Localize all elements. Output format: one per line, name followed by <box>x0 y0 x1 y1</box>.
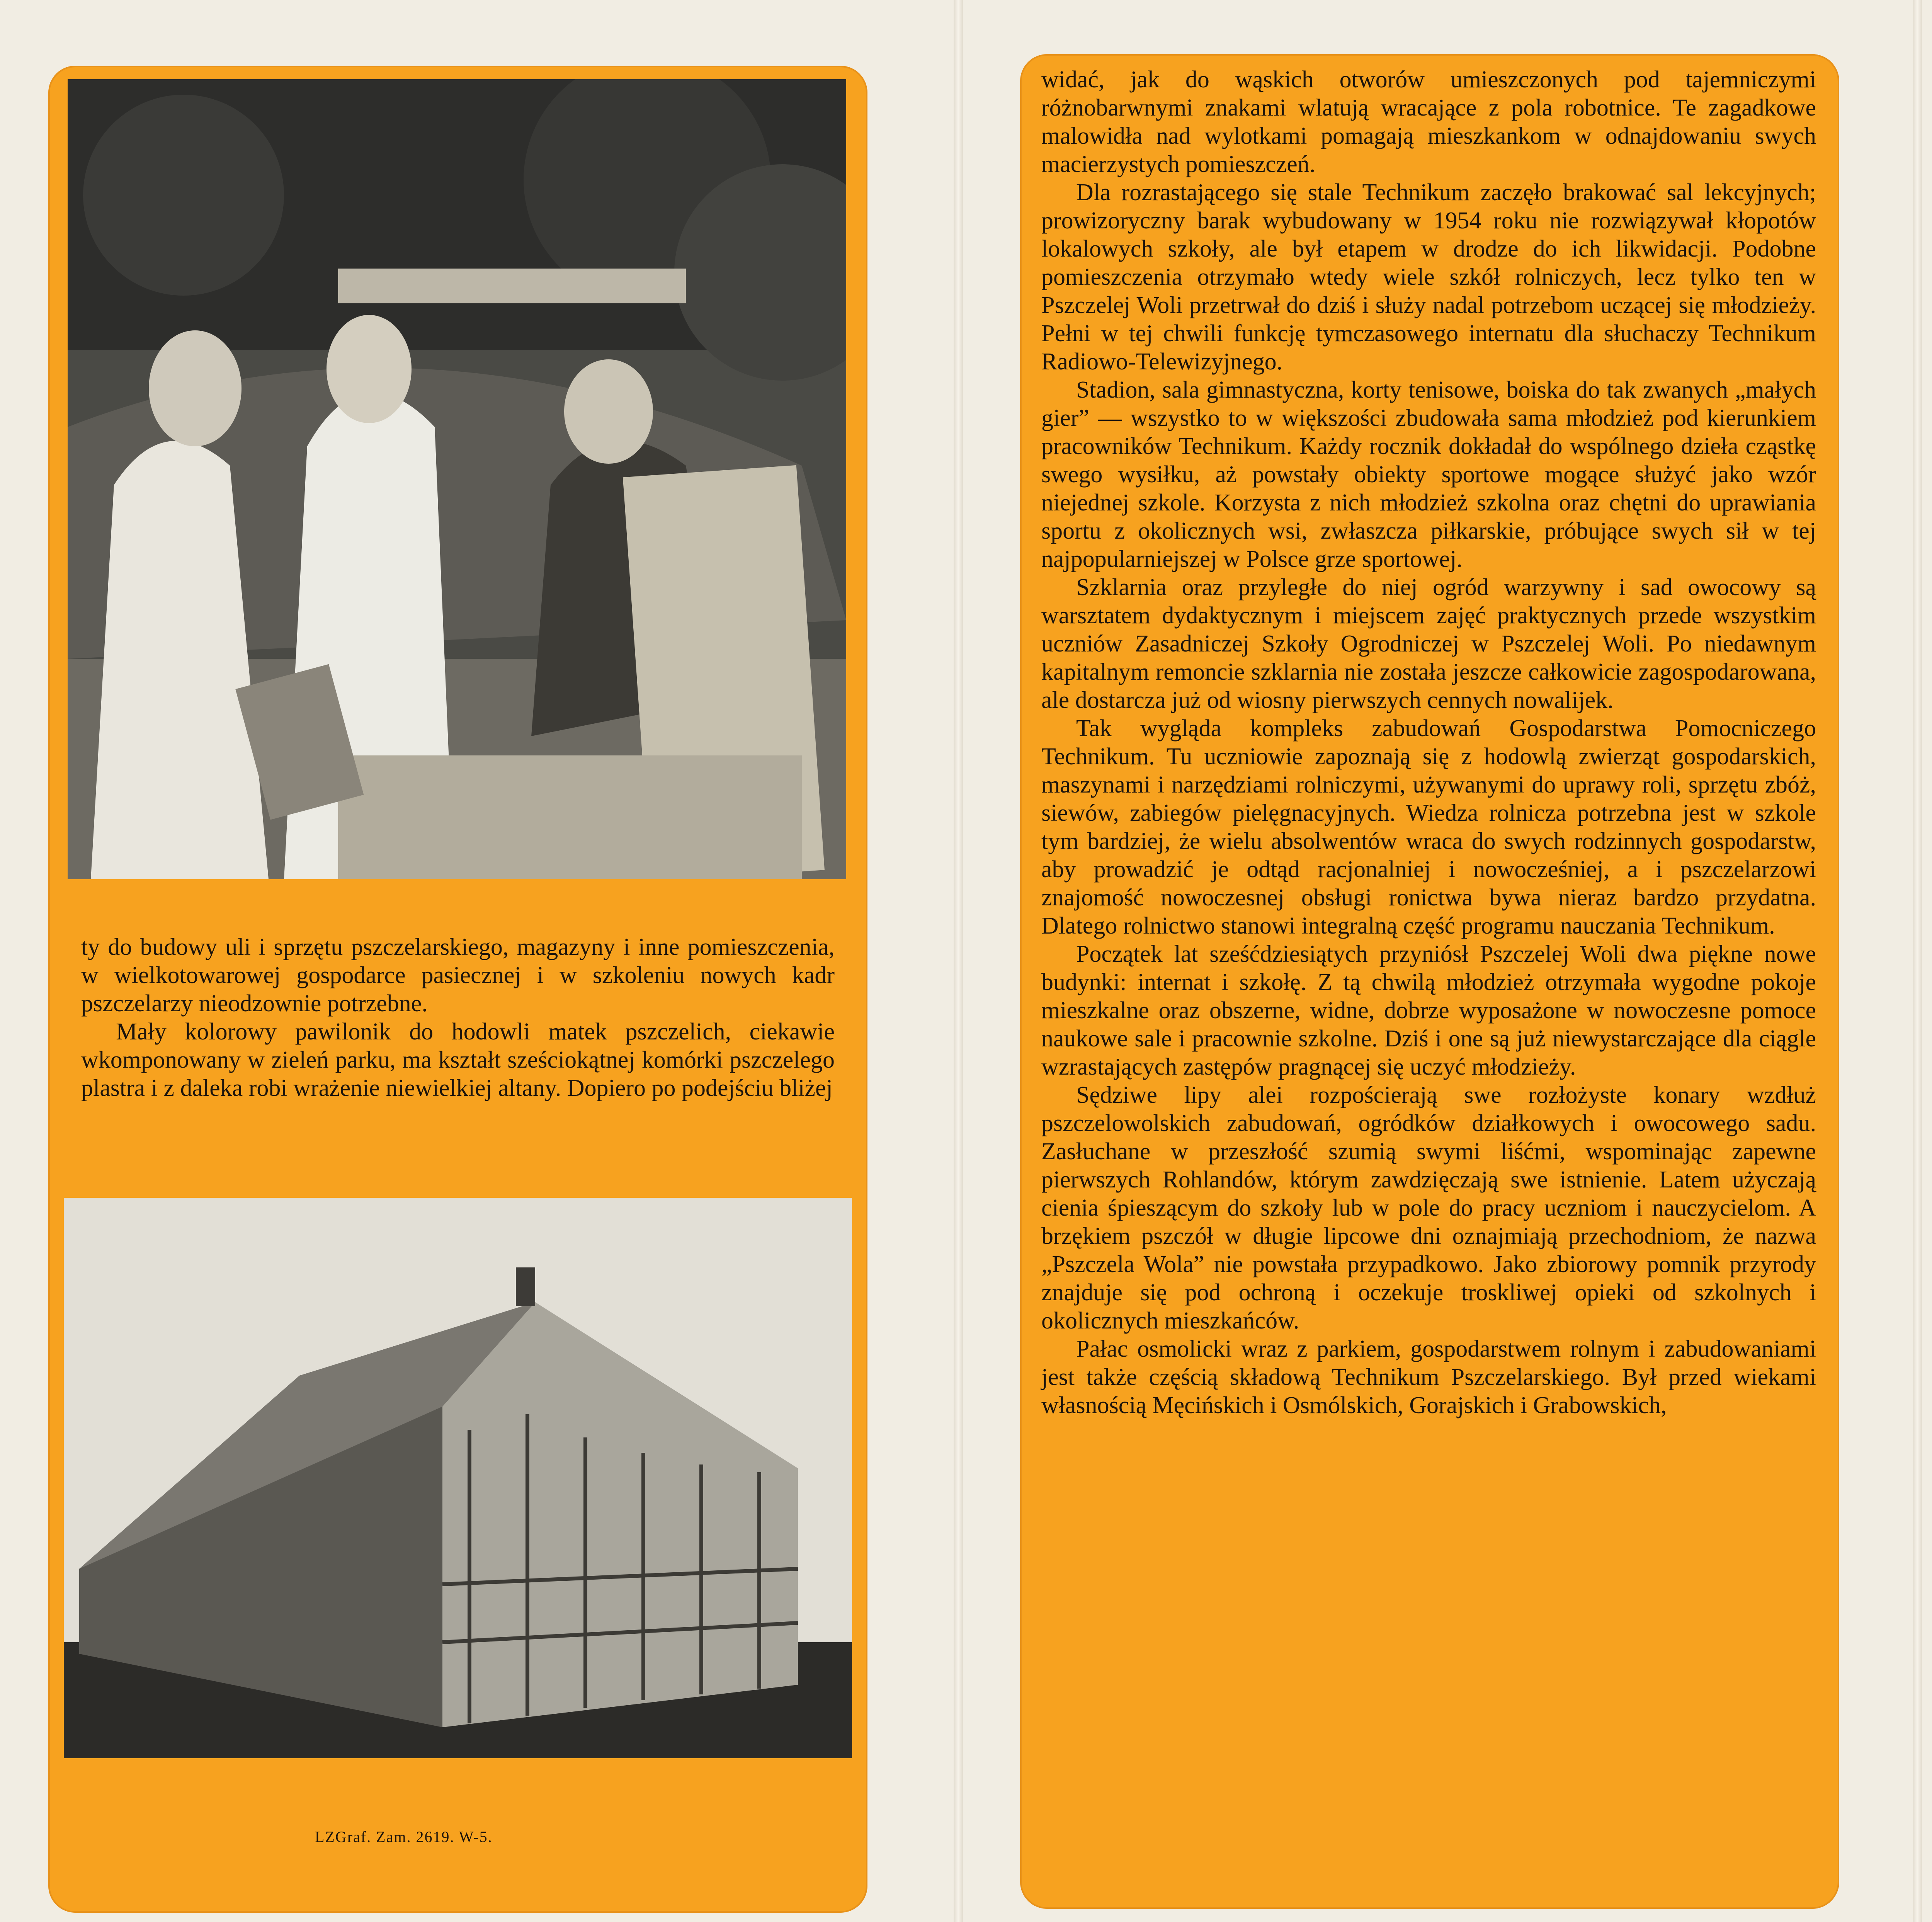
middle-paragraph-6: Początek lat sześćdziesiątych przyniósł Pszczelej Woli dwa piękne nowe budynki: internat i szkołę. Z tą chwilą młodzież otrzymała wygodne pokoje mieszkalne oraz obszerne, widne, dobrze wyposażone w nowoczesne pomoce naukowe sale i pracownie szkolne. Dziś i one są już niewystarczające dla ciągle wzrastających zastępów pragnącej się uczyć młodzieży. <box>1041 941 1816 1080</box>
left-paragraph-2: Mały kolorowy pawilonik do hodowli matek pszczelich, ciekawie wkomponowany w zieleń parku, ma kształt sześciokątnej komórki pszczelego plastra i z daleka robi wrażenie niewielkiej altany. Dopiero po podejściu bliżej <box>81 1019 835 1101</box>
left-paragraph-1: ty do budowy uli i sprzętu pszczelarskiego, magazyny i inne pomieszczenia, w wielkotowarowej gospodarce pasiecznej i w szkoleniu nowych kadr pszczelarzy nieodzownie potrzebne. <box>81 934 835 1017</box>
middle-paragraph-5: Tak wygląda kompleks zabudowań Gospodarstwa Pomocniczego Technikum. Tu uczniowie zapoznają się z hodowlą zwierząt gospodarskich, maszynami i narzędziami rolniczymi, używanymi do uprawy roli, sprzętu zbóż, siewów, zabiegów pielęgnacyjnych. Wiedza rolnicza potrzebna jest w szkole tym bardziej, że wielu absolwentów wraca do swych rodzinnych gospodarstw, aby prowadzić je odtąd racjonalniej i nowocześniej, a i pszczelarzowi znajomość nowoczesnej obsługi ronictwa bywa nieraz bardzo przydatna. Dlatego rolnictwo stanowi integralną część programu nauczania Technikum. <box>1041 715 1816 939</box>
middle-paragraph-7: Sędziwe lipy alei rozpościerają swe rozłożyste konary wzdłuż pszczelowolskich zabudowań, ogródków działkowych i owocowego sadu. Zasłuchane w przeszłość szumią swymi liśćmi, wspominając zapewne pierwszych Rohlandów, którym zawdzięczają swe istnienie. Latem użyczają cienia śpieszącym do szkoły lub w pole do pracy uczniom i nauczycielom. A brzękiem pszczół w długie lipcowe dni oznajmiają przechodniom, że nazwa „Pszczela Wola” nie powstała przypadkowo. Jako zbiorowy pomnik przyrody znajduje się pod ochroną i oczekuje troskliwej opieki od szkolnych i okolicznych mieszkańców. <box>1041 1082 1816 1334</box>
middle-paragraph-3: Stadion, sala gimnastyczna, korty tenisowe, boiska do tak zwanych „małych gier” — wszystko to w większości zbudowała sama młodzież pod kierunkiem pracowników Technikum. Każdy rocznik dokładał do wspólnego dzieła cząstkę swego wysiłku, aż powstały obiekty sportowe mogące służyć jako wzór niejednej szkole. Korzysta z nich młodzież szkolna oraz chętni do uprawiania sportu z okolicznych wsi, zwłaszcza piłkarskie, próbujące swych sił w tej najpopularniejszej w Polsce grze sportowej. <box>1041 377 1816 572</box>
left-text <box>81 933 835 1102</box>
middle-paragraph-8: Pałac osmolicki wraz z parkiem, gospodarstwem rolnym i zabudowaniami jest także częścią składową Technikum Pszczelarskiego. Był przed wiekami własnością Męcińskich i Osmólskich, Gorajskich i Grabowskich, <box>1041 1336 1816 1419</box>
left-panel <box>48 66 867 1913</box>
photo-beekeepers <box>68 79 846 879</box>
middle-panel <box>1020 54 1839 1909</box>
fold-line-1 <box>954 0 963 1922</box>
photo-greenhouse <box>64 1198 852 1758</box>
printer-imprint: LZGraf. Zam. 2619. W-5. <box>315 1828 493 1845</box>
middle-paragraph-2: Dla rozrastającego się stale Technikum zaczęło brakować sal lekcyjnych; prowizoryczny barak wybudowany w 1954 roku nie rozwiązywał kłopotów lokalowych szkoły, ale był etapem w drodze do ich likwidacji. Podobne pomieszczenia otrzymało wtedy wiele szkół rolniczych, lecz tylko ten w Pszczelej Woli przetrwał do dziś i służy nadal potrzebom uczącej się młodzieży. Pełni w tej chwili funkcję tymczasowego internatu dla słuchaczy Technikum Radiowo-Telewizyjnego. <box>1041 179 1816 375</box>
middle-paragraph-1: widać, jak do wąskich otworów umieszczonych pod tajemniczymi różnobarwnymi znakami wlatują wracające z pola robotnice. Te zagadkowe malowidła nad wylotkami pomagają mieszkankom w odnajdowaniu swych macierzystych pomieszczeń. <box>1041 66 1816 177</box>
middle-paragraph-4: Szklarnia oraz przyległe do niej ogród warzywny i sad owocowy są warsztatem dydaktycznym i miejscem zajęć praktycznych przede wszystkim uczniów Zasadniczej Szkoły Ogrodniczej w Pszczelej Woli. Po niedawnym kapitalnym remoncie szklarnia nie została jeszcze całkowicie zagospodarowana, ale dostarcza już od wiosny pierwszych cennych nowalijek. <box>1041 574 1816 713</box>
middle-text <box>1041 66 1816 1420</box>
fold-line-2 <box>1913 0 1922 1922</box>
